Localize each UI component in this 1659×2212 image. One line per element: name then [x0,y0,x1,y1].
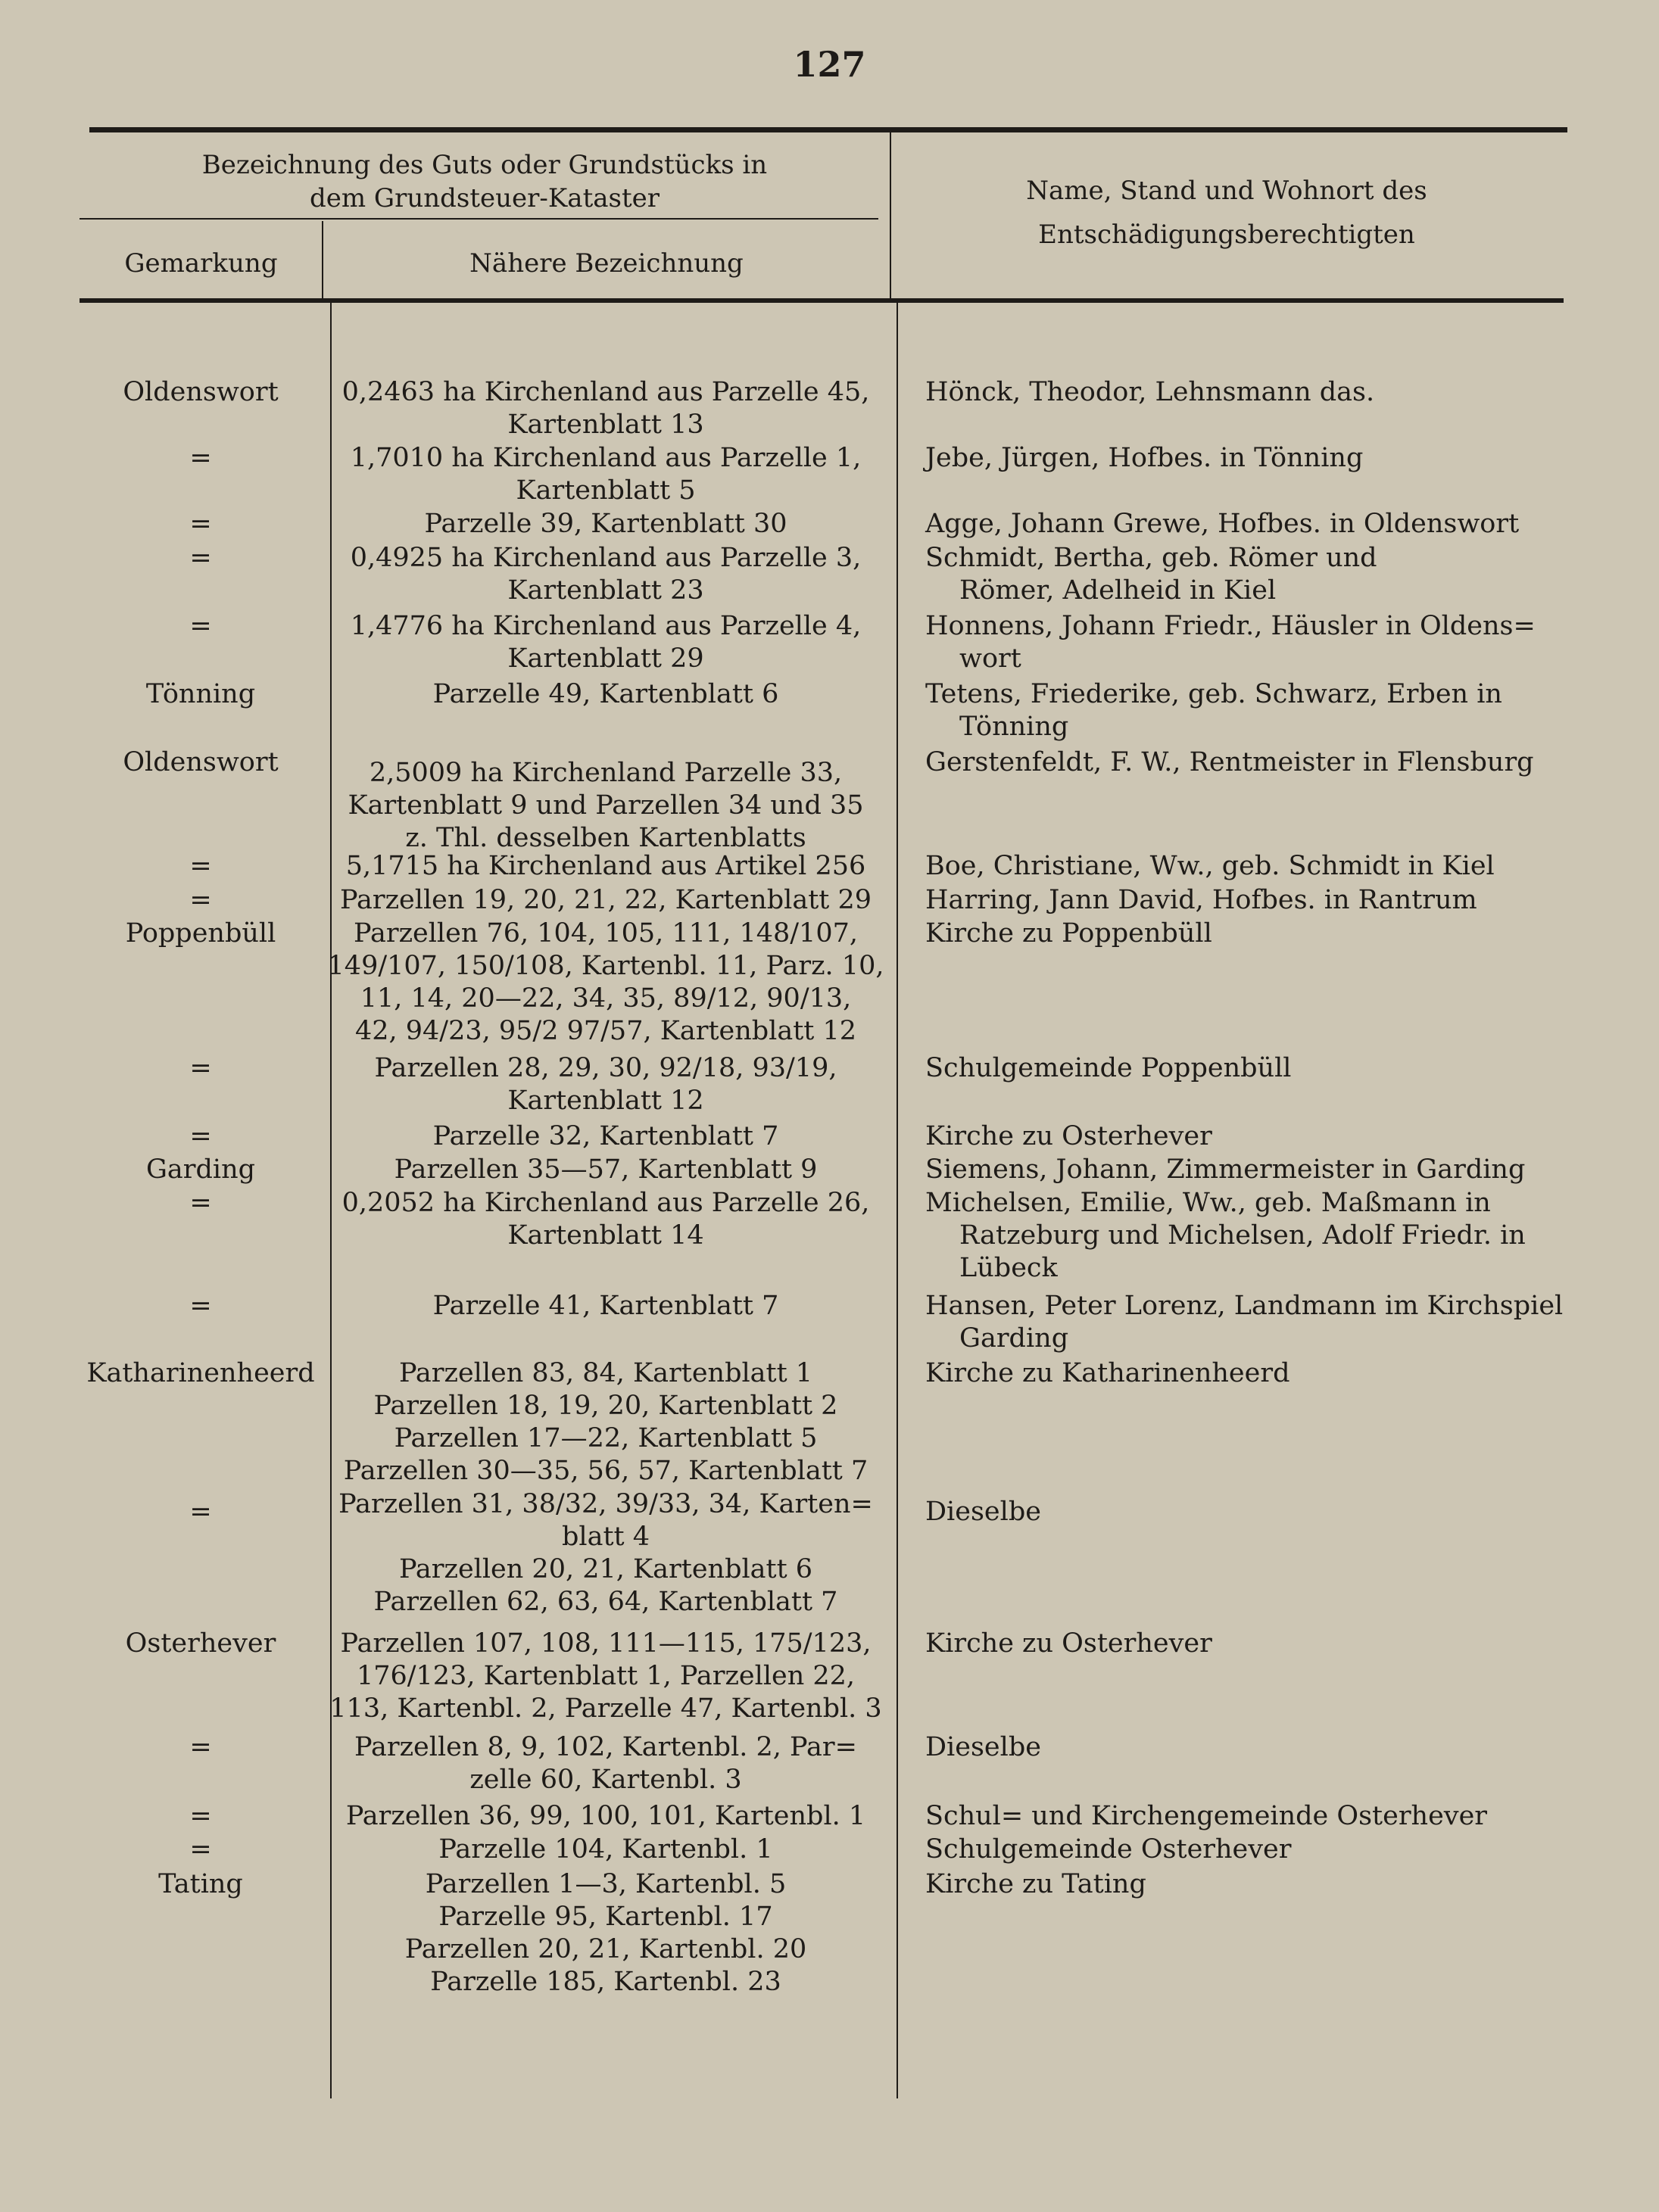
table-row-bezeichnung: 2,5009 ha Kirchenland Parzelle 33, [369,758,843,788]
table-row-bezeichnung: 113, Kartenbl. 2, Parzelle 47, Kartenbl. 3 [329,1693,882,1724]
table-row-bezeichnung: Parzelle 185, Kartenbl. 23 [430,1967,781,1997]
table-row-gemarkung: = [189,885,212,915]
table-row-name: Kirche zu Poppenbüll [925,918,1212,949]
table-row-bezeichnung: Parzellen 107, 108, 111—115, 175/123, [340,1628,872,1659]
table-row-bezeichnung: Parzellen 28, 29, 30, 92/18, 93/19, [374,1053,837,1083]
table-row-bezeichnung: 176/123, Kartenblatt 1, Parzellen 22, [356,1661,856,1691]
table-row-bezeichnung: Kartenblatt 13 [507,410,704,440]
table-row-name: Gerstenfeldt, F. W., Rentmeister in Flensburg [925,747,1534,777]
table-row-gemarkung: Tating [158,1869,243,1899]
table-row-bezeichnung: 5,1715 ha Kirchenland aus Artikel 256 [345,851,866,881]
header-bottom-rule [80,298,1564,303]
table-row-name: Tönning [959,712,1069,742]
body-divider-2 [897,303,898,2098]
table-row-bezeichnung: 1,4776 ha Kirchenland aus Parzelle 4, [350,611,862,641]
table-row-bezeichnung: 0,2463 ha Kirchenland aus Parzelle 45, [341,377,870,407]
table-row-name: Hönck, Theodor, Lehnsmann das. [925,377,1375,407]
table-row-gemarkung: = [189,611,212,641]
table-row-bezeichnung: Parzellen 1—3, Kartenbl. 5 [425,1869,787,1899]
table-row-bezeichnung: 42, 94/23, 95/2 97/57, Kartenblatt 12 [354,1016,857,1046]
table-row-name: Schmidt, Bertha, geb. Römer und [925,543,1377,573]
table-row-gemarkung: Oldenswort [123,747,279,777]
table-row-gemarkung: Osterhever [125,1628,276,1659]
header-col-name [893,174,1560,251]
table-row-gemarkung: = [189,443,212,473]
table-row-bezeichnung: Parzelle 39, Kartenblatt 30 [424,509,787,539]
header-divider-2 [890,132,891,298]
table-row-bezeichnung: Parzelle 41, Kartenblatt 7 [432,1291,779,1321]
table-row-name: Agge, Johann Grewe, Hofbes. in Oldenswort [925,509,1520,539]
table-row-gemarkung: Tönning [145,679,256,709]
table-row-gemarkung: = [189,851,212,881]
table-row-name: Kirche zu Osterhever [925,1121,1212,1151]
page-number: 127 [793,44,866,85]
table-row-name: Hansen, Peter Lorenz, Landmann im Kirchspiel [925,1291,1564,1321]
table-row-gemarkung: = [189,1121,212,1151]
table-row-name: Römer, Adelheid in Kiel [959,575,1277,606]
table-row-name: Harring, Jann David, Hofbes. in Rantrum [925,885,1477,915]
table-row-name: Michelsen, Emilie, Ww., geb. Maßmann in [925,1188,1491,1218]
table-row-bezeichnung: 1,7010 ha Kirchenland aus Parzelle 1, [350,443,862,473]
table-row-name: Lübeck [959,1253,1058,1283]
table-row-name: Honnens, Johann Friedr., Häusler in Oldens= [925,611,1536,641]
header-divider-1 [322,221,323,298]
table-row-bezeichnung: Parzellen 20, 21, Kartenbl. 20 [404,1934,807,1964]
table-row-name: Tetens, Friederike, geb. Schwarz, Erben in [925,679,1502,709]
table-row-bezeichnung: Parzellen 76, 104, 105, 111, 148/107, [354,918,858,949]
table-row-name: Garding [959,1323,1069,1354]
table-row-bezeichnung: 11, 14, 20—22, 34, 35, 89/12, 90/13, [360,983,852,1014]
table-row-name: Kirche zu Katharinenheerd [925,1358,1290,1388]
table-row-name: Kirche zu Tating [925,1869,1146,1899]
table-row-bezeichnung: Parzellen 19, 20, 21, 22, Kartenblatt 29 [340,885,872,915]
table-row-bezeichnung: Parzellen 17—22, Kartenblatt 5 [394,1423,818,1453]
table-row-bezeichnung: Parzellen 31, 38/32, 39/33, 34, Karten= [338,1489,873,1519]
header-group-title-line2: dem Grundsteuer-Kataster [310,183,660,213]
table-row-bezeichnung: Kartenblatt 12 [507,1086,704,1116]
table-row-bezeichnung: 0,4925 ha Kirchenland aus Parzelle 3, [350,543,862,573]
table-row-gemarkung: Garding [145,1154,256,1185]
header-col-name-line2: Entschädigungsberechtigten [1038,220,1415,250]
table-row-name: Schul= und Kirchengemeinde Osterhever [925,1801,1488,1831]
table-row-name: wort [959,643,1021,674]
table-row-bezeichnung: z. Thl. desselben Kartenblatts [405,823,806,853]
table-row-name: Kirche zu Osterhever [925,1628,1212,1659]
table-row-gemarkung: = [189,1497,212,1527]
table-row-gemarkung: = [189,509,212,539]
table-row-gemarkung: Poppenbüll [125,918,276,949]
table-row-bezeichnung: Parzelle 49, Kartenblatt 6 [432,679,779,709]
header-col-bezeichnung: Nähere Bezeichnung [469,248,744,279]
table-row-gemarkung: = [189,1801,212,1831]
group-underline [80,218,878,220]
table-row-gemarkung: = [189,1053,212,1083]
top-rule [89,127,1567,132]
header-group-title-line1: Bezeichnung des Guts oder Grundstücks in [201,150,768,180]
table-row-bezeichnung: Parzellen 83, 84, Kartenblatt 1 [398,1358,813,1388]
table-row-gemarkung: Katharinenheerd [86,1358,315,1388]
table-row-gemarkung: = [189,1834,212,1865]
table-row-name: Boe, Christiane, Ww., geb. Schmidt in Kiel [925,851,1495,881]
table-row-bezeichnung: Kartenblatt 9 und Parzellen 34 und 35 [348,790,864,821]
header-col-gemarkung: Gemarkung [124,248,278,279]
table-row-gemarkung: = [189,1188,212,1218]
table-row-bezeichnung: Parzellen 35—57, Kartenblatt 9 [394,1154,818,1185]
table-row-gemarkung: = [189,1732,212,1762]
table-row-bezeichnung: Parzellen 62, 63, 64, Kartenblatt 7 [373,1587,838,1617]
table-row-bezeichnung: Kartenblatt 5 [516,475,696,506]
table-row-name: Ratzeburg und Michelsen, Adolf Friedr. in [959,1220,1526,1251]
table-row-name: Siemens, Johann, Zimmermeister in Garding [925,1154,1526,1185]
table-row-bezeichnung: 0,2052 ha Kirchenland aus Parzelle 26, [341,1188,870,1218]
table-row-gemarkung: = [189,1291,212,1321]
table-row-bezeichnung: Parzelle 32, Kartenblatt 7 [432,1121,779,1151]
table-row-bezeichnung: zelle 60, Kartenbl. 3 [469,1765,742,1795]
table-row-gemarkung: = [189,543,212,573]
table-row-bezeichnung: 149/107, 150/108, Kartenbl. 11, Parz. 10, [327,951,884,981]
table-row-bezeichnung: Parzellen 36, 99, 100, 101, Kartenbl. 1 [345,1801,866,1831]
table-row-name: Schulgemeinde Poppenbüll [925,1053,1292,1083]
table-row-gemarkung: Oldenswort [123,377,279,407]
header-col-name-line1: Name, Stand und Wohnort des [1026,176,1427,206]
table-row-name: Schulgemeinde Osterhever [925,1834,1292,1865]
table-row-bezeichnung: Kartenblatt 29 [507,643,704,674]
header-group-title [114,148,856,215]
table-row-bezeichnung: Parzellen 18, 19, 20, Kartenblatt 2 [373,1391,838,1421]
table-row-bezeichnung: Parzelle 104, Kartenbl. 1 [438,1834,773,1865]
table-row-name: Jebe, Jürgen, Hofbes. in Tönning [925,443,1364,473]
table-row-bezeichnung: Kartenblatt 23 [507,575,704,606]
table-row-bezeichnung: Kartenblatt 14 [507,1220,704,1251]
table-row-bezeichnung: Parzellen 30—35, 56, 57, Kartenblatt 7 [343,1456,868,1486]
table-row-bezeichnung: Parzellen 8, 9, 102, Kartenbl. 2, Par= [354,1732,857,1762]
table-row-bezeichnung: blatt 4 [562,1522,650,1552]
table-row-name: Dieselbe [925,1732,1041,1762]
table-row-name: Dieselbe [925,1497,1041,1527]
table-row-bezeichnung: Parzellen 20, 21, Kartenblatt 6 [398,1554,813,1584]
table-row-bezeichnung: Parzelle 95, Kartenbl. 17 [438,1902,773,1932]
